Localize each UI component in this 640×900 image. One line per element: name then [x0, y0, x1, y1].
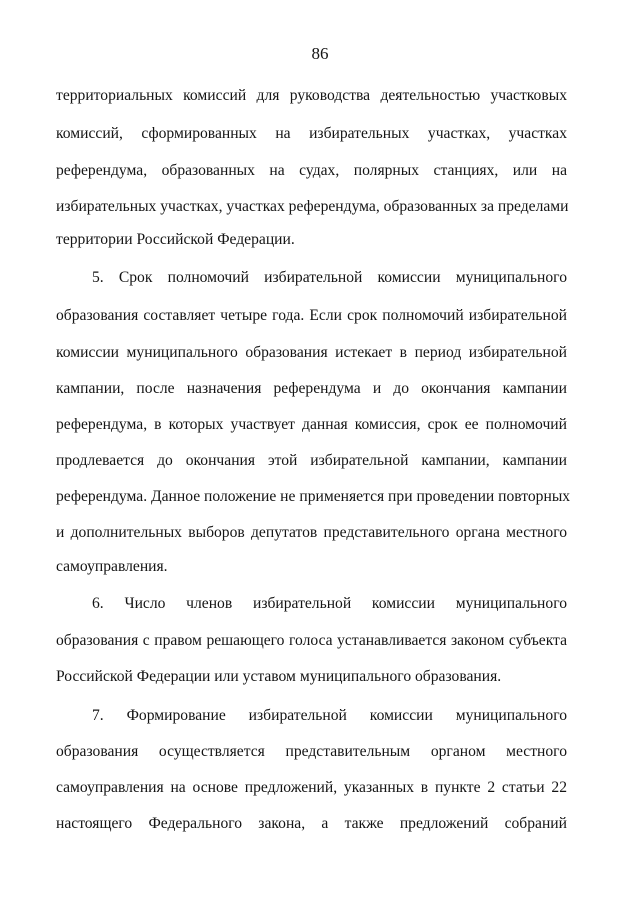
paragraph-5-start: 5. Срок полномочий избирательной комиссии муниципального — [92, 269, 567, 286]
text-line: кампании, после назначения референдума и до окончания кампании — [56, 380, 567, 397]
text-line: комиссий, сформированных на избирательных участках, участках — [56, 125, 567, 142]
text-line: референдума. Данное положение не применяется при проведении повторных — [56, 488, 571, 505]
text-line: самоуправления на основе предложений, указанных в пункте 2 статьи 22 — [56, 779, 567, 796]
paragraph-6-start: 6. Число членов избирательной комиссии муниципального — [92, 595, 567, 612]
paragraph-7-start: 7. Формирование избирательной комиссии муниципального — [92, 707, 567, 724]
text-line: референдума, в которых участвует данная комиссия, срок ее полномочий — [56, 416, 567, 433]
text-line: территориальных комиссий для руководства деятельностью участковых — [56, 87, 567, 104]
text-line: образования с правом решающего голоса устанавливается законом субъекта — [56, 632, 567, 649]
page-number: 86 — [311, 44, 329, 63]
text-line: Российской Федерации или уставом муниципального образования. — [56, 668, 502, 685]
text-line: избирательных участках, участках референдума, образованных за пределами — [56, 198, 569, 215]
text-line: и дополнительных выборов депутатов представительного органа местного — [56, 524, 567, 541]
text-line: настоящего Федерального закона, а также предложений собраний — [56, 815, 567, 832]
text-line: образования осуществляется представительным органом местного — [56, 743, 567, 760]
text-line: образования составляет четыре года. Если срок полномочий избирательной — [56, 307, 567, 324]
text-line: продлевается до окончания этой избирательной кампании, кампании — [56, 452, 567, 469]
text-line: комиссии муниципального образования истекает в период избирательной — [56, 344, 567, 361]
text-line: самоуправления. — [56, 558, 168, 575]
text-line: референдума, образованных на судах, полярных станциях, или на — [56, 162, 567, 179]
text-line: территории Российской Федерации. — [56, 231, 295, 248]
